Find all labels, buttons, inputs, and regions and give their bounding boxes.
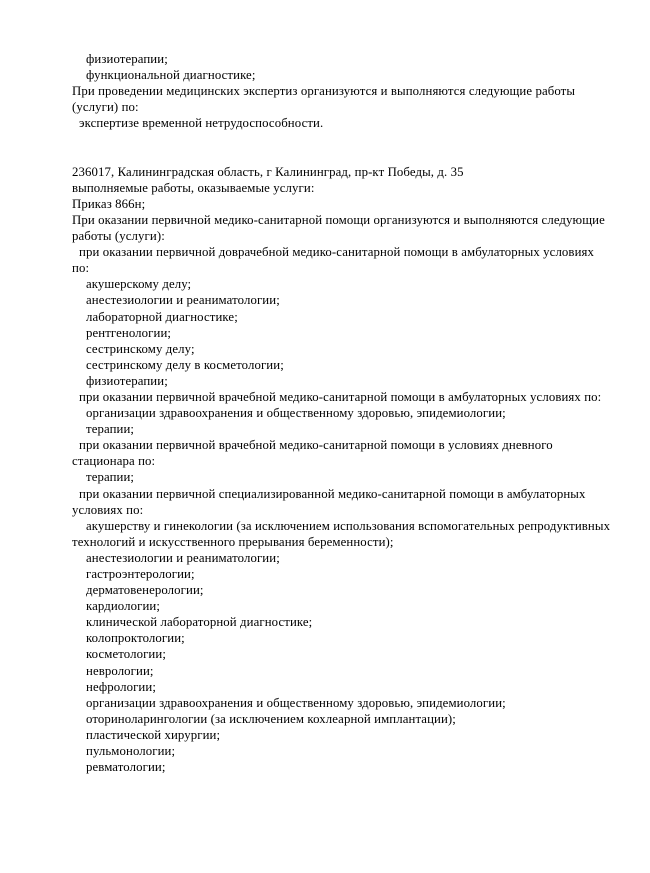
text-line: акушерству и гинекологии (за исключением использования вспомогательных репродуктивных [86, 518, 611, 533]
document-body [72, 51, 612, 775]
text-line: При проведении медицинских экспертиз организуются и выполняются следующие работы [72, 84, 576, 99]
text-line: нефрологии; [86, 679, 156, 694]
text-line: гастроэнтерологии; [86, 567, 195, 581]
text-line: физиотерапии; [86, 373, 168, 388]
text-line: ревматологии; [86, 760, 166, 775]
text-line: пульмонологии; [86, 744, 176, 759]
text-line: при оказании первичной врачебной медико-санитарной помощи в условиях дневного [79, 438, 553, 453]
text-line: организации здравоохранения и общественному здоровью, эпидемиологии; [86, 406, 506, 421]
text-line: При оказании первичной медико-санитарной помощи организуются и выполняются следующие [72, 212, 605, 227]
text-line: при оказании первичной специализированной медико-санитарной помощи в амбулаторных [79, 486, 586, 501]
text-line: выполняемые работы, оказываемые услуги: [72, 180, 315, 195]
text-line: физиотерапии; [86, 52, 168, 66]
text-line: при оказании первичной доврачебной медико-санитарной помощи в амбулаторных условиях [79, 245, 595, 260]
text-line: рентгенологии; [86, 325, 172, 340]
text-line: 236017, Калининградская область, г Калининград, пр-кт Победы, д. 35 [72, 164, 464, 179]
text-line: при оказании первичной врачебной медико-санитарной помощи в амбулаторных условиях по: [79, 389, 602, 404]
text-line: (услуги) по: [72, 100, 139, 115]
text-line: клинической лабораторной диагностике; [86, 615, 313, 630]
text-line: организации здравоохранения и общественному здоровью, эпидемиологии; [86, 695, 506, 710]
text-line: условиях по: [72, 502, 144, 517]
text-line: Приказ 866н; [72, 196, 146, 211]
text-line: сестринскому делу; [86, 341, 195, 356]
text-line: акушерскому делу; [86, 277, 192, 292]
text-line: лабораторной диагностике; [86, 309, 238, 324]
text-line: пластической хирургии; [86, 727, 221, 742]
text-line: неврологии; [86, 663, 154, 678]
text-line: терапии; [86, 470, 135, 485]
text-line: анестезиологии и реаниматологии; [86, 293, 280, 308]
text-line: колопроктологии; [86, 631, 185, 646]
blank-line [72, 148, 612, 164]
text-line: технологий и искусственного прерывания беременности); [72, 534, 394, 549]
text-line: работы (услуги): [72, 229, 165, 244]
text-line: дерматовенерологии; [86, 583, 204, 598]
text-line: по: [72, 261, 90, 276]
text-line: сестринскому делу в косметологии; [86, 357, 284, 372]
text-line: экспертизе временной нетрудоспособности. [79, 116, 324, 131]
text-line: анестезиологии и реаниматологии; [86, 550, 280, 565]
text-line: терапии; [86, 422, 135, 437]
text-line: оториноларингологии (за исключением кохлеарной имплантации); [86, 711, 456, 726]
text-line: стационара по: [72, 454, 156, 469]
blank-line [72, 131, 612, 147]
text-line: косметологии; [86, 647, 166, 662]
text-line: кардиологии; [86, 599, 161, 614]
text-line: функциональной диагностике; [86, 68, 256, 83]
